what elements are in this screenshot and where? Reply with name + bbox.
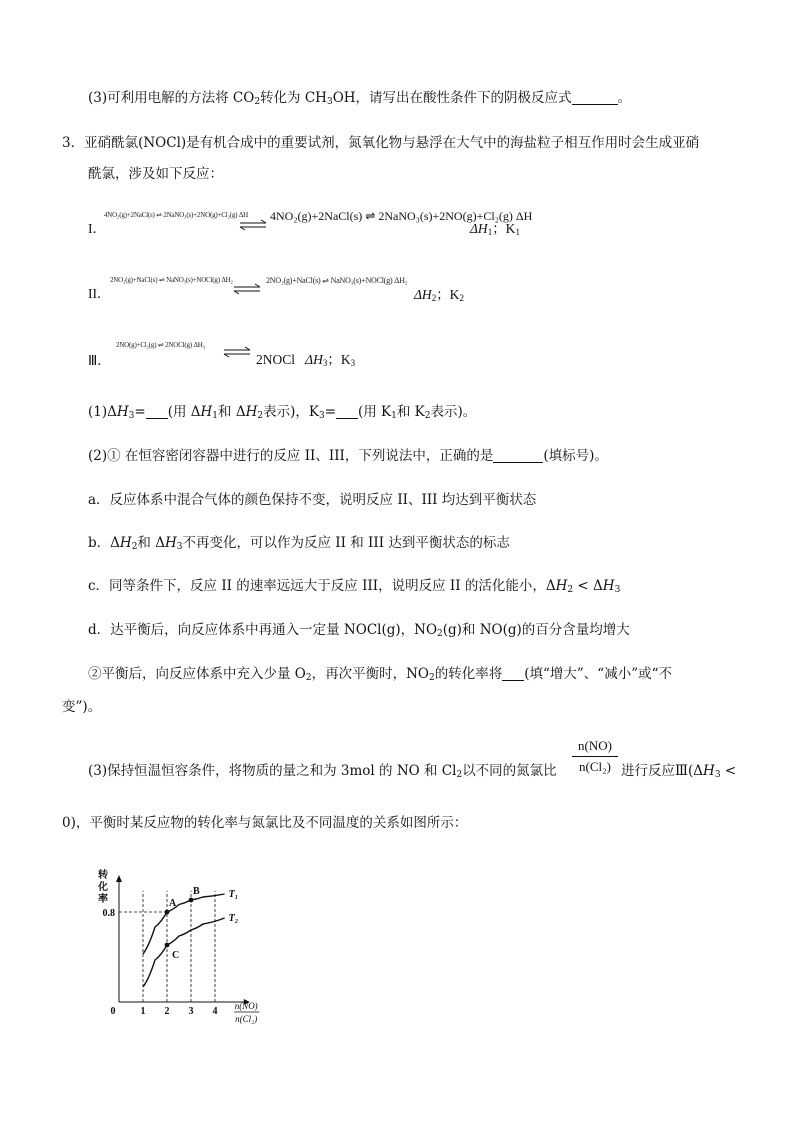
answer-blank[interactable]	[493, 448, 543, 463]
series-label-1: T₁	[228, 889, 239, 900]
x-tick-label: 3	[188, 1006, 194, 1017]
reaction-2-dh: $\Delta H_2$；$K_2$	[414, 287, 464, 303]
data-point-A	[165, 910, 170, 915]
equilibrium-arrow-icon	[222, 346, 252, 358]
equilibrium-arrow-icon	[238, 219, 268, 231]
x-tick-label: 1	[140, 1006, 146, 1017]
answer-blank[interactable]	[146, 404, 168, 419]
subquestion-2-2-cont: 变”)。	[62, 699, 102, 715]
option-b: b．$\Delta H_2$和 $\Delta H_3$不再变化，可以作为反应 II 和 III 达到平衡状态的标志	[88, 535, 510, 552]
option-a: a．反应体系中混合气体的颜色保持不变，说明反应 II、III 均达到平衡状态	[88, 492, 537, 508]
reaction-3-small-text: 2NO(g)+Cl₂(g) ⇌ 2NOCl(g) ΔH₃	[116, 341, 205, 349]
conversion-rate-chart	[95, 868, 285, 1038]
question-part-3-line: (3)可利用电解的方法将 $CO_2$转化为 $CH_3OH$，请写出在酸性条件下的阴极反应式 。	[88, 90, 632, 107]
subquestion-1: $(1)\Delta H_3=$ (用 $\Delta H_1$和 $\Delta H_2$表示)，$K_3=$ (用 $K_1$和 $K_2$表示)。	[88, 404, 477, 421]
y-tick-label: 0.8	[102, 908, 115, 919]
y-axis-arrow-icon	[116, 875, 122, 882]
x-axis-label-numerator: n(NO)	[234, 1001, 258, 1011]
y-axis-label: 率	[98, 894, 108, 905]
subquestion-3: (3)保持恒温恒容条件，将物质的量之和为 3mol 的 NO 和 $Cl_2$以不同的氮氯比	[88, 763, 557, 780]
nitrogen-chlorine-ratio-fraction: $\frac{n(NO)}{\text{n(Cl₂)}}$	[572, 738, 618, 775]
option-d: d．达平衡后，向反应体系中再通入一定量 NOCl(g)，$NO_2(g)$和 NO(g)的百分含量均增大	[88, 622, 630, 639]
equilibrium-arrow-icon	[232, 283, 262, 295]
data-point-C	[165, 943, 170, 948]
reaction-3-label: Ⅲ．	[88, 353, 111, 368]
reaction-2-small-text: 2NO₂(g)+NaCl(s) ⇌ NaNO₃(s)+NOCl(g) ΔH₂	[110, 276, 233, 284]
reaction-3-product: 2NOCl $\Delta H_3$；$K_3$	[256, 352, 356, 368]
reaction-1-equation: 4NO₂(g)+2NaCl(s) ⇌ 2NaNO₃(s)+2NO(g)+Cl₂(g) ΔH	[270, 209, 533, 223]
reaction-2-equation: 2NO₂(g)+NaCl(s) ⇌ NaNO₃(s)+NOCl(g) ΔH₂	[266, 276, 408, 285]
data-point-label-A: A	[169, 898, 177, 909]
reaction-2-label: II．	[88, 286, 111, 301]
question-3-intro-cont: 酰氯，涉及如下反应：	[88, 166, 223, 182]
option-c: c．同等条件下，反应 II 的速率远远大于反应 III，说明反应 II 的活化能小，$\Delta H_2 < \Delta H_3$	[88, 578, 621, 595]
y-axis-label: 转	[98, 870, 108, 881]
data-point-label-C: C	[172, 950, 180, 961]
question-3-intro: 3．亚硝酰氯(NOCl)是有机合成中的重要试剂，氮氧化物与悬浮在大气中的海盐粒子相互作用时会生成亚硝	[62, 135, 700, 151]
x-tick-label: 2	[164, 1006, 170, 1017]
answer-blank[interactable]	[502, 666, 524, 681]
x-tick-label: 4	[212, 1006, 218, 1017]
subquestion-2-1: (2)① 在恒容密闭容器中进行的反应 II、III，下列说法中，正确的是 (填标号)。	[88, 448, 608, 464]
reaction-1-label: I．	[88, 221, 106, 236]
x-axis-label-denominator: n(Cl₂)	[235, 1014, 258, 1024]
series-line-1	[143, 894, 225, 954]
y-axis-label: 化	[98, 882, 108, 893]
data-point-B	[189, 898, 194, 903]
subquestion-3-line-2: 0)，平衡时某反应物的转化率与氮氯比及不同温度的关系如图所示：	[62, 815, 468, 831]
series-label-2: T₂	[228, 913, 239, 924]
subquestion-2-2: ②平衡后，向反应体系中充入少量 $O_2$，再次平衡时，$NO_2$的转化率将 (填“增大”、“减小”或“不	[88, 666, 672, 683]
data-point-label-B: B	[193, 886, 200, 897]
answer-blank[interactable]	[572, 90, 618, 105]
reaction-1-dh: $\Delta H_1$；$K_1$	[470, 221, 520, 237]
x-tick-label: 0	[110, 1006, 116, 1017]
answer-blank[interactable]	[336, 404, 358, 419]
reaction-1-small-text: 4NO₂(g)+2NaCl(s) ⇌ 2NaNO₃(s)+2NO(g)+Cl₂(g) ΔH	[104, 211, 248, 219]
subquestion-3-cont: 进行反应$Ⅲ(\Delta H_3$ <	[621, 763, 737, 780]
